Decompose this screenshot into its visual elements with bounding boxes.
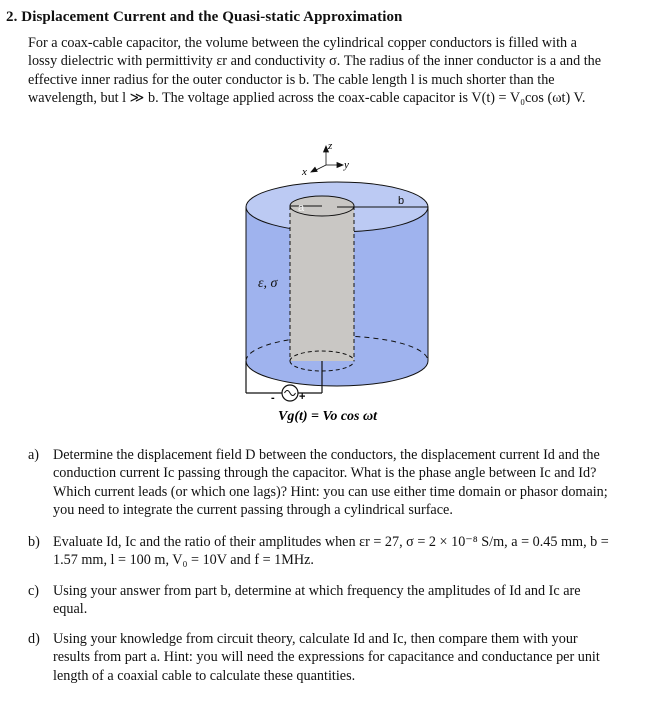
question-c — [28, 582, 648, 622]
source-equation: Vg(t) = Vo cos ωt — [278, 409, 377, 424]
question-line: length of a coaxial cable to calculate these quantities. — [53, 667, 356, 684]
question-line: Determine the displacement field D between the conductors, the displacement current Id and the — [53, 447, 600, 463]
question-b — [28, 533, 648, 573]
question-label: a) — [28, 447, 40, 463]
question-d — [28, 630, 648, 690]
intro-line: effective inner radius for the outer conductor is b. The cable length l is much shorter than the — [28, 71, 555, 88]
question-line: results from part a. Hint: you will need the expressions for capacitance and conductance per unit — [53, 649, 600, 666]
problem-title: 2. Displacement Current and the Quasi-static Approximation — [6, 9, 403, 25]
intro-line: lossy dielectric with permittivity εr and conductivity σ. The radius of the inner conductor is a and the — [28, 53, 602, 70]
question-line: equal. — [53, 601, 88, 618]
label-b: b — [398, 195, 405, 207]
axis-y-label: y — [344, 159, 349, 171]
source-plus: + — [299, 391, 306, 403]
problem-intro — [28, 34, 640, 108]
question-a — [28, 446, 648, 524]
medium-label: ε, σ — [258, 276, 278, 291]
question-line: Using your knowledge from circuit theory, calculate Id and Ic, then compare them with your — [53, 631, 578, 647]
question-line: Using your answer from part b, determine at which frequency the amplitudes of Id and Ic are — [53, 583, 581, 599]
intro-line: wavelength, but l ≫ b. The voltage applied across the coax-cable capacitor is V(t) = V₀cos (ωt) V. — [28, 90, 586, 107]
question-label: d) — [28, 631, 40, 647]
question-line: Which current leads (or which one lags)? Hint: you can use either time domain or phasor domain; — [53, 483, 608, 500]
question-label: c) — [28, 583, 40, 599]
axis-z-label: z — [328, 140, 333, 152]
label-a: a — [298, 202, 305, 214]
question-line: Evaluate Id, Ic and the ratio of their amplitudes when εr = 27, σ = 2 × 10⁻⁸ S/m, a = 0.45 mm, b = — [53, 534, 609, 550]
axis-x-label: x — [302, 166, 307, 178]
axis-triad — [311, 146, 343, 172]
intro-line: For a coax-cable capacitor, the volume between the cylindrical copper conductors is filled with a — [28, 35, 577, 51]
source-minus: - — [271, 392, 275, 404]
question-line: conduction current Ic passing through the capacitor. What is the phase angle between Ic and Id? — [53, 465, 597, 482]
inner-conductor — [290, 206, 354, 361]
coax-capacitor-figure — [228, 135, 448, 425]
question-line: 1.57 mm, l = 100 m, V₀ = 10V and f = 1MHz. — [53, 552, 314, 569]
question-line: you need to integrate the current passing through a cylindrical surface. — [53, 501, 453, 518]
question-label: b) — [28, 534, 40, 550]
